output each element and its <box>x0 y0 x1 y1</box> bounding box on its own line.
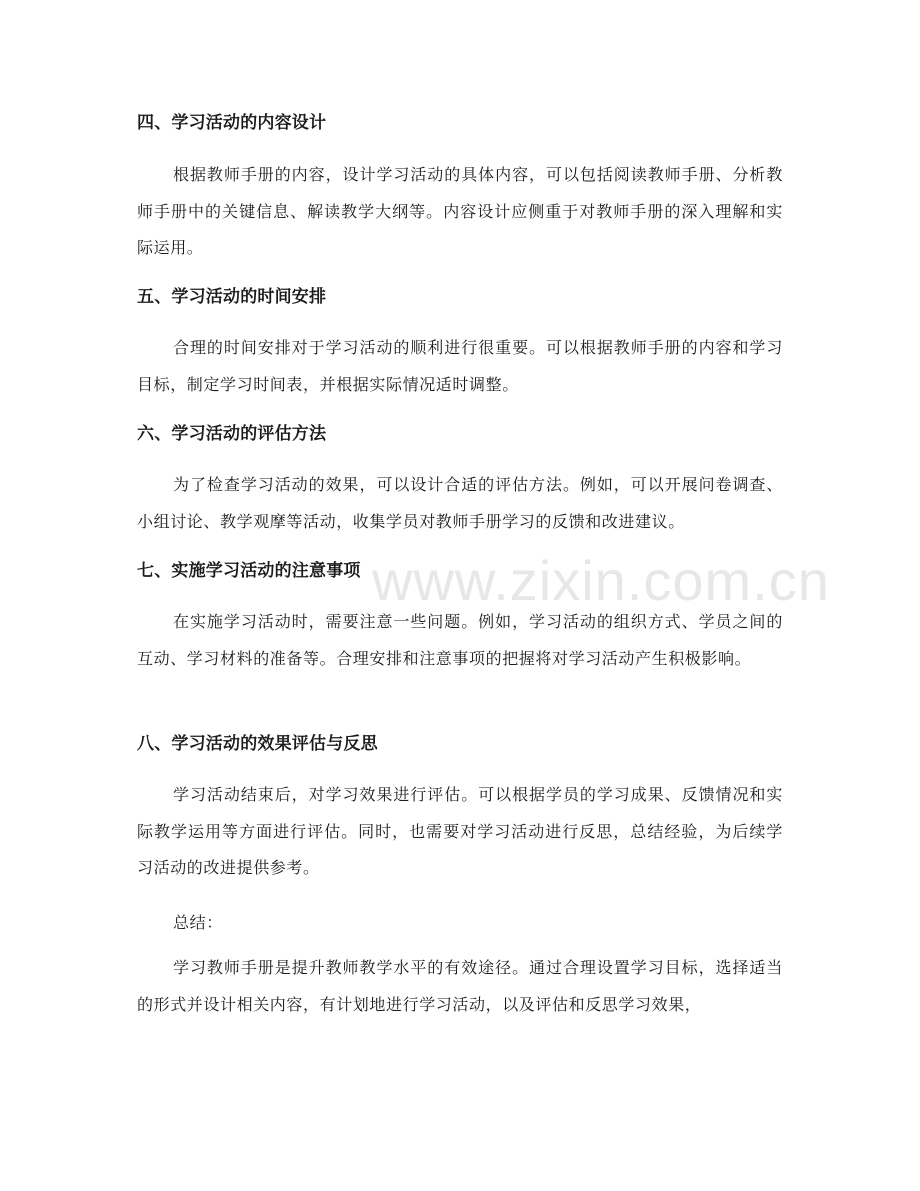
section-body-5: 合理的时间安排对于学习活动的顺利进行很重要。可以根据教师手册的内容和学习目标，制定学习时间表，并根据实际情况适时调整。 <box>137 338 783 394</box>
section-heading-4: 四、学习活动的内容设计 <box>137 113 327 133</box>
watermark: www.zixin.com.cn <box>372 549 830 612</box>
section-heading-8: 八、学习活动的效果评估与反思 <box>137 734 378 754</box>
section-heading-7: 七、实施学习活动的注意事项 <box>137 561 361 581</box>
section-body-7: 在实施学习活动时，需要注意一些问题。例如，学习活动的组织方式、学员之间的互动、学习材料的准备等。合理安排和注意事项的把握将对学习活动产生积极影响。 <box>137 612 783 668</box>
section-heading-5: 五、学习活动的时间安排 <box>137 287 327 307</box>
section-body-6: 为了检查学习活动的效果，可以设计合适的评估方法。例如，可以开展问卷调查、小组讨论、教学观摩等活动，收集学员对教师手册学习的反馈和改进建议。 <box>137 475 783 531</box>
summary-body: 学习教师手册是提升教师教学水平的有效途径。通过合理设置学习目标，选择适当的形式并设计相关内容，有计划地进行学习活动，以及评估和反思学习效果， <box>137 958 783 1014</box>
section-body-8: 学习活动结束后，对学习效果进行评估。可以根据学员的学习成果、反馈情况和实际教学运用等方面进行评估。同时，也需要对学习活动进行反思，总结经验，为后续学习活动的改进提供参考。 <box>137 785 783 877</box>
section-heading-6: 六、学习活动的评估方法 <box>137 424 327 444</box>
summary-label: 总结： <box>173 913 223 932</box>
section-body-4: 根据教师手册的内容，设计学习活动的具体内容，可以包括阅读教师手册、分析教师手册中的关键信息、解读教学大纲等。内容设计应侧重于对教师手册的深入理解和实际运用。 <box>137 165 783 257</box>
